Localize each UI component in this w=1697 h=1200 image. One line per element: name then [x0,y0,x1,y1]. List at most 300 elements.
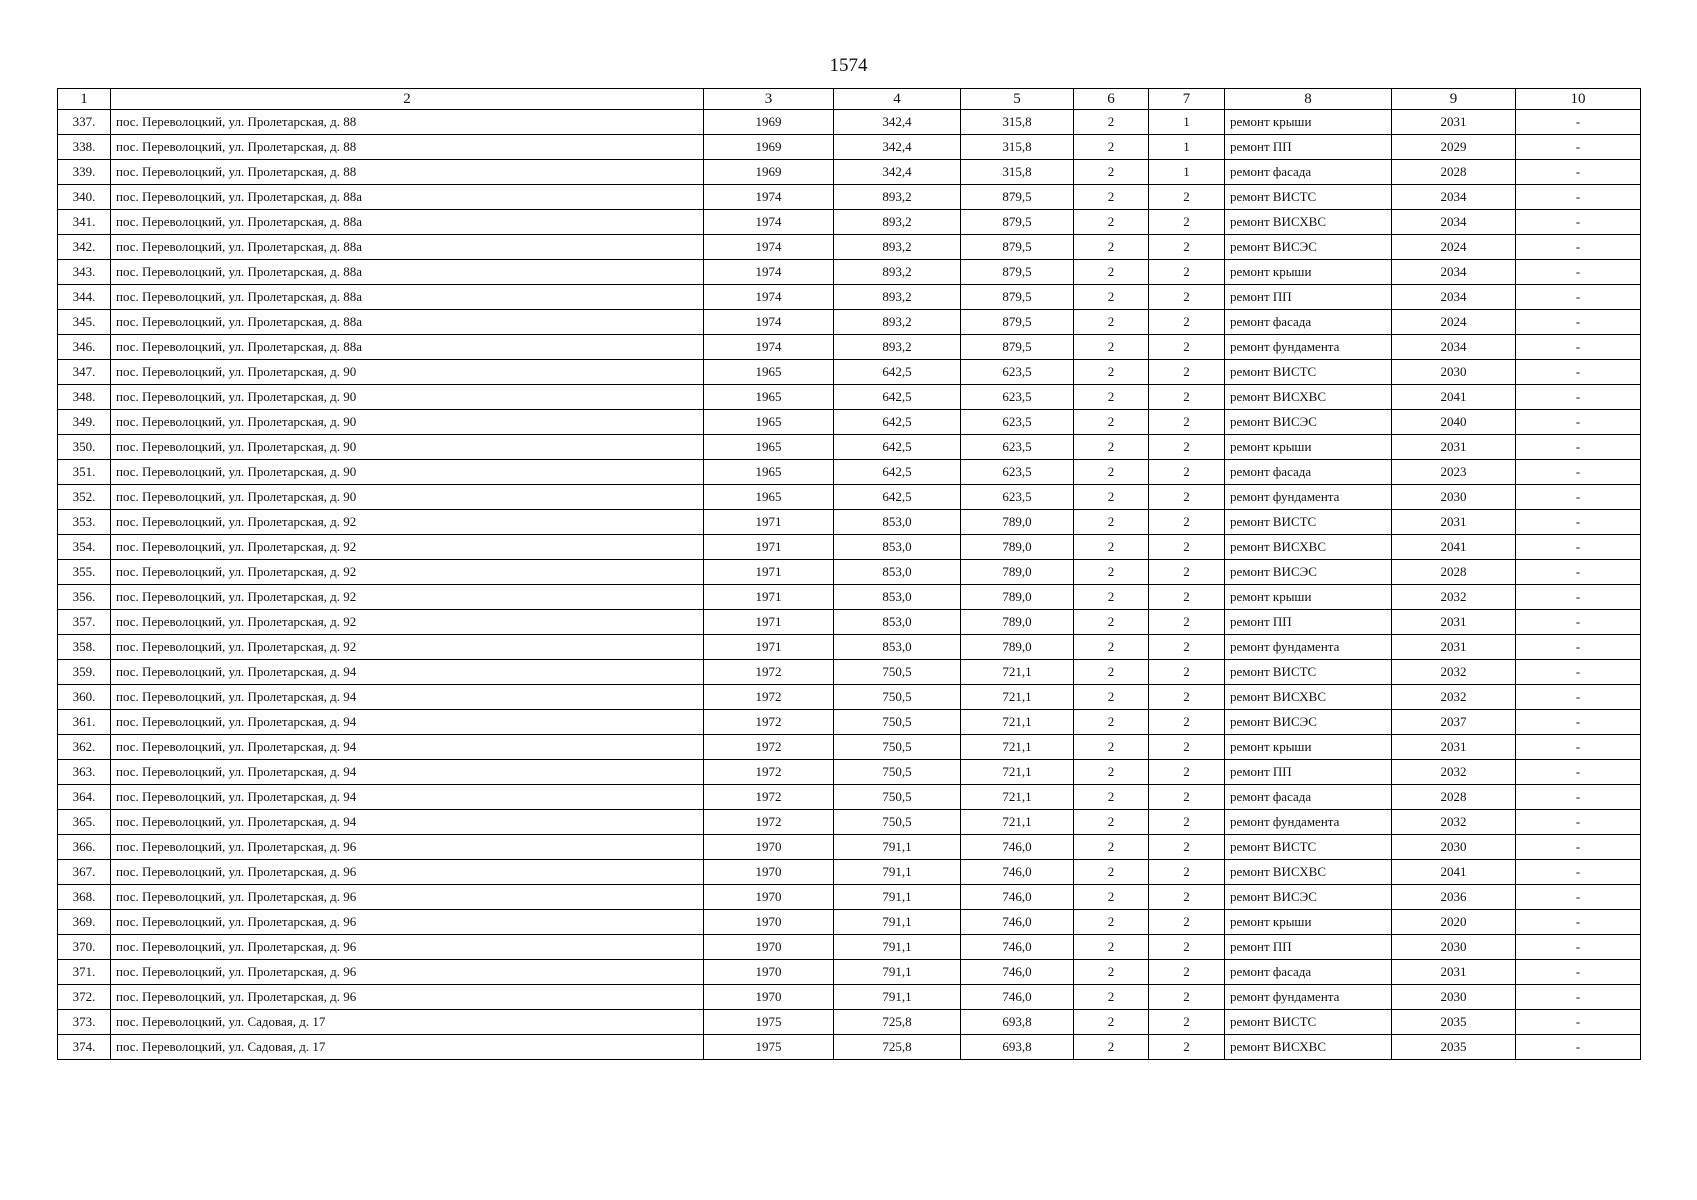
build-year-cell: 1972 [704,785,834,810]
table-row [58,960,1641,985]
work-type-cell: ремонт крыши [1225,735,1392,760]
note-cell: - [1516,535,1641,560]
planned-year-cell: 2032 [1392,810,1516,835]
planned-year-cell: 2030 [1392,485,1516,510]
table-row [58,410,1641,435]
table-row [58,1035,1641,1060]
note-cell: - [1516,260,1641,285]
row-number-cell: 344. [58,285,111,310]
planned-year-cell: 2024 [1392,235,1516,260]
planned-year-cell: 2028 [1392,785,1516,810]
address-cell: пос. Переволоцкий, ул. Пролетарская, д. 92 [111,535,704,560]
build-year-cell: 1965 [704,410,834,435]
entrances-cell: 2 [1149,235,1225,260]
entrances-cell: 2 [1149,860,1225,885]
row-number-cell: 348. [58,385,111,410]
floors-cell: 2 [1074,810,1149,835]
note-cell: - [1516,710,1641,735]
total-area-cell: 791,1 [834,935,961,960]
row-number-cell: 367. [58,860,111,885]
address-cell: пос. Переволоцкий, ул. Пролетарская, д. 90 [111,360,704,385]
row-number-cell: 356. [58,585,111,610]
build-year-cell: 1971 [704,585,834,610]
note-cell: - [1516,835,1641,860]
table-row [58,760,1641,785]
address-cell: пос. Переволоцкий, ул. Пролетарская, д. 88а [111,335,704,360]
planned-year-cell: 2030 [1392,935,1516,960]
build-year-cell: 1975 [704,1035,834,1060]
address-cell: пос. Переволоцкий, ул. Пролетарская, д. 96 [111,985,704,1010]
entrances-cell: 2 [1149,635,1225,660]
work-type-cell: ремонт фасада [1225,785,1392,810]
planned-year-cell: 2031 [1392,635,1516,660]
living-area-cell: 693,8 [961,1010,1074,1035]
floors-cell: 2 [1074,110,1149,135]
table-row [58,685,1641,710]
address-cell: пос. Переволоцкий, ул. Пролетарская, д. 90 [111,460,704,485]
work-type-cell: ремонт ВИСЭС [1225,885,1392,910]
living-area-cell: 623,5 [961,410,1074,435]
row-number-cell: 338. [58,135,111,160]
row-number-cell: 343. [58,260,111,285]
living-area-cell: 623,5 [961,385,1074,410]
address-cell: пос. Переволоцкий, ул. Пролетарская, д. 94 [111,710,704,735]
living-area-cell: 746,0 [961,960,1074,985]
work-type-cell: ремонт ВИСХВС [1225,685,1392,710]
address-cell: пос. Переволоцкий, ул. Пролетарская, д. 96 [111,960,704,985]
planned-year-cell: 2040 [1392,410,1516,435]
total-area-cell: 853,0 [834,635,961,660]
address-cell: пос. Переволоцкий, ул. Пролетарская, д. 92 [111,560,704,585]
total-area-cell: 853,0 [834,585,961,610]
floors-cell: 2 [1074,260,1149,285]
work-type-cell: ремонт фундамента [1225,635,1392,660]
floors-cell: 2 [1074,1010,1149,1035]
work-type-cell: ремонт ВИСЭС [1225,560,1392,585]
entrances-cell: 2 [1149,210,1225,235]
column-header: 1 [58,89,111,110]
floors-cell: 2 [1074,610,1149,635]
living-area-cell: 721,1 [961,785,1074,810]
entrances-cell: 2 [1149,485,1225,510]
total-area-cell: 853,0 [834,610,961,635]
work-type-cell: ремонт ВИСТС [1225,660,1392,685]
entrances-cell: 2 [1149,660,1225,685]
entrances-cell: 2 [1149,785,1225,810]
work-type-cell: ремонт ВИСЭС [1225,235,1392,260]
living-area-cell: 746,0 [961,835,1074,860]
floors-cell: 2 [1074,385,1149,410]
work-type-cell: ремонт фасада [1225,160,1392,185]
address-cell: пос. Переволоцкий, ул. Пролетарская, д. 96 [111,910,704,935]
row-number-cell: 354. [58,535,111,560]
work-type-cell: ремонт ВИСХВС [1225,860,1392,885]
build-year-cell: 1970 [704,860,834,885]
floors-cell: 2 [1074,835,1149,860]
row-number-cell: 368. [58,885,111,910]
floors-cell: 2 [1074,185,1149,210]
floors-cell: 2 [1074,785,1149,810]
note-cell: - [1516,310,1641,335]
total-area-cell: 750,5 [834,660,961,685]
planned-year-cell: 2034 [1392,285,1516,310]
work-type-cell: ремонт ВИСЭС [1225,410,1392,435]
column-header: 10 [1516,89,1641,110]
row-number-cell: 342. [58,235,111,260]
note-cell: - [1516,560,1641,585]
total-area-cell: 853,0 [834,535,961,560]
address-cell: пос. Переволоцкий, ул. Пролетарская, д. 88а [111,210,704,235]
total-area-cell: 642,5 [834,435,961,460]
column-header: 8 [1225,89,1392,110]
table-row [58,310,1641,335]
floors-cell: 2 [1074,735,1149,760]
entrances-cell: 2 [1149,985,1225,1010]
address-cell: пос. Переволоцкий, ул. Пролетарская, д. 88а [111,285,704,310]
note-cell: - [1516,685,1641,710]
address-cell: пос. Переволоцкий, ул. Пролетарская, д. 88а [111,310,704,335]
address-cell: пос. Переволоцкий, ул. Пролетарская, д. 88а [111,235,704,260]
total-area-cell: 791,1 [834,860,961,885]
total-area-cell: 893,2 [834,185,961,210]
note-cell: - [1516,985,1641,1010]
work-type-cell: ремонт ПП [1225,935,1392,960]
row-number-cell: 352. [58,485,111,510]
floors-cell: 2 [1074,710,1149,735]
address-cell: пос. Переволоцкий, ул. Пролетарская, д. 88 [111,160,704,185]
planned-year-cell: 2032 [1392,760,1516,785]
address-cell: пос. Переволоцкий, ул. Пролетарская, д. 96 [111,935,704,960]
note-cell: - [1516,160,1641,185]
floors-cell: 2 [1074,1035,1149,1060]
total-area-cell: 750,5 [834,685,961,710]
living-area-cell: 879,5 [961,185,1074,210]
entrances-cell: 2 [1149,310,1225,335]
entrances-cell: 2 [1149,360,1225,385]
row-number-cell: 339. [58,160,111,185]
note-cell: - [1516,760,1641,785]
planned-year-cell: 2028 [1392,560,1516,585]
living-area-cell: 746,0 [961,985,1074,1010]
row-number-cell: 369. [58,910,111,935]
table-row [58,385,1641,410]
table-body [58,110,1641,1060]
note-cell: - [1516,785,1641,810]
note-cell: - [1516,585,1641,610]
column-header: 2 [111,89,704,110]
note-cell: - [1516,210,1641,235]
floors-cell: 2 [1074,910,1149,935]
total-area-cell: 893,2 [834,285,961,310]
build-year-cell: 1971 [704,610,834,635]
note-cell: - [1516,910,1641,935]
row-number-cell: 350. [58,435,111,460]
note-cell: - [1516,460,1641,485]
address-cell: пос. Переволоцкий, ул. Пролетарская, д. 88а [111,185,704,210]
total-area-cell: 642,5 [834,485,961,510]
work-type-cell: ремонт ВИСТС [1225,185,1392,210]
living-area-cell: 789,0 [961,585,1074,610]
row-number-cell: 349. [58,410,111,435]
address-cell: пос. Переволоцкий, ул. Пролетарская, д. 96 [111,860,704,885]
table-row [58,510,1641,535]
living-area-cell: 879,5 [961,260,1074,285]
total-area-cell: 725,8 [834,1010,961,1035]
planned-year-cell: 2041 [1392,385,1516,410]
entrances-cell: 2 [1149,535,1225,560]
row-number-cell: 370. [58,935,111,960]
planned-year-cell: 2036 [1392,885,1516,910]
planned-year-cell: 2030 [1392,835,1516,860]
table-row [58,935,1641,960]
total-area-cell: 791,1 [834,910,961,935]
note-cell: - [1516,935,1641,960]
total-area-cell: 853,0 [834,510,961,535]
planned-year-cell: 2029 [1392,135,1516,160]
build-year-cell: 1965 [704,435,834,460]
entrances-cell: 2 [1149,810,1225,835]
living-area-cell: 879,5 [961,285,1074,310]
table-row [58,185,1641,210]
address-cell: пос. Переволоцкий, ул. Пролетарская, д. 94 [111,660,704,685]
note-cell: - [1516,185,1641,210]
address-cell: пос. Переволоцкий, ул. Пролетарская, д. 92 [111,610,704,635]
planned-year-cell: 2028 [1392,160,1516,185]
work-type-cell: ремонт крыши [1225,910,1392,935]
address-cell: пос. Переволоцкий, ул. Пролетарская, д. 94 [111,785,704,810]
table-row [58,135,1641,160]
build-year-cell: 1970 [704,935,834,960]
build-year-cell: 1974 [704,185,834,210]
planned-year-cell: 2031 [1392,510,1516,535]
entrances-cell: 2 [1149,685,1225,710]
note-cell: - [1516,635,1641,660]
build-year-cell: 1965 [704,360,834,385]
work-type-cell: ремонт ПП [1225,285,1392,310]
entrances-cell: 2 [1149,835,1225,860]
entrances-cell: 2 [1149,285,1225,310]
row-number-cell: 351. [58,460,111,485]
work-type-cell: ремонт фундамента [1225,810,1392,835]
work-type-cell: ремонт ВИСХВС [1225,1035,1392,1060]
build-year-cell: 1969 [704,160,834,185]
entrances-cell: 2 [1149,560,1225,585]
work-type-cell: ремонт фасада [1225,960,1392,985]
living-area-cell: 721,1 [961,735,1074,760]
total-area-cell: 893,2 [834,260,961,285]
planned-year-cell: 2030 [1392,985,1516,1010]
floors-cell: 2 [1074,560,1149,585]
planned-year-cell: 2035 [1392,1035,1516,1060]
address-cell: пос. Переволоцкий, ул. Пролетарская, д. 94 [111,735,704,760]
planned-year-cell: 2031 [1392,110,1516,135]
row-number-cell: 359. [58,660,111,685]
note-cell: - [1516,385,1641,410]
build-year-cell: 1970 [704,885,834,910]
build-year-cell: 1970 [704,835,834,860]
living-area-cell: 746,0 [961,885,1074,910]
row-number-cell: 374. [58,1035,111,1060]
total-area-cell: 750,5 [834,710,961,735]
column-header: 6 [1074,89,1149,110]
floors-cell: 2 [1074,760,1149,785]
total-area-cell: 893,2 [834,235,961,260]
build-year-cell: 1971 [704,560,834,585]
address-cell: пос. Переволоцкий, ул. Пролетарская, д. 88а [111,260,704,285]
living-area-cell: 879,5 [961,310,1074,335]
table-row [58,910,1641,935]
build-year-cell: 1970 [704,985,834,1010]
living-area-cell: 623,5 [961,360,1074,385]
table-row [58,560,1641,585]
living-area-cell: 746,0 [961,935,1074,960]
floors-cell: 2 [1074,435,1149,460]
address-cell: пос. Переволоцкий, ул. Пролетарская, д. 88 [111,110,704,135]
entrances-cell: 2 [1149,885,1225,910]
total-area-cell: 750,5 [834,810,961,835]
note-cell: - [1516,610,1641,635]
row-number-cell: 358. [58,635,111,660]
planned-year-cell: 2035 [1392,1010,1516,1035]
work-type-cell: ремонт фундамента [1225,985,1392,1010]
living-area-cell: 789,0 [961,560,1074,585]
work-type-cell: ремонт ВИСТС [1225,510,1392,535]
entrances-cell: 1 [1149,160,1225,185]
work-type-cell: ремонт ВИСТС [1225,835,1392,860]
table-row [58,235,1641,260]
entrances-cell: 2 [1149,335,1225,360]
column-header: 7 [1149,89,1225,110]
note-cell: - [1516,435,1641,460]
address-cell: пос. Переволоцкий, ул. Пролетарская, д. 92 [111,510,704,535]
planned-year-cell: 2024 [1392,310,1516,335]
living-area-cell: 315,8 [961,110,1074,135]
entrances-cell: 1 [1149,135,1225,160]
floors-cell: 2 [1074,635,1149,660]
address-cell: пос. Переволоцкий, ул. Пролетарская, д. 90 [111,435,704,460]
table-row [58,660,1641,685]
note-cell: - [1516,860,1641,885]
build-year-cell: 1974 [704,310,834,335]
entrances-cell: 2 [1149,1035,1225,1060]
entrances-cell: 2 [1149,260,1225,285]
build-year-cell: 1971 [704,635,834,660]
address-cell: пос. Переволоцкий, ул. Пролетарская, д. 92 [111,635,704,660]
living-area-cell: 721,1 [961,685,1074,710]
living-area-cell: 721,1 [961,810,1074,835]
build-year-cell: 1971 [704,510,834,535]
row-number-cell: 337. [58,110,111,135]
total-area-cell: 791,1 [834,835,961,860]
note-cell: - [1516,135,1641,160]
note-cell: - [1516,660,1641,685]
total-area-cell: 750,5 [834,735,961,760]
row-number-cell: 355. [58,560,111,585]
table-row [58,435,1641,460]
total-area-cell: 853,0 [834,560,961,585]
work-type-cell: ремонт крыши [1225,435,1392,460]
total-area-cell: 642,5 [834,410,961,435]
planned-year-cell: 2020 [1392,910,1516,935]
row-number-cell: 345. [58,310,111,335]
table-row [58,260,1641,285]
planned-year-cell: 2031 [1392,435,1516,460]
total-area-cell: 893,2 [834,210,961,235]
build-year-cell: 1971 [704,535,834,560]
living-area-cell: 879,5 [961,210,1074,235]
floors-cell: 2 [1074,585,1149,610]
build-year-cell: 1970 [704,960,834,985]
living-area-cell: 623,5 [961,435,1074,460]
entrances-cell: 2 [1149,710,1225,735]
address-cell: пос. Переволоцкий, ул. Пролетарская, д. 88 [111,135,704,160]
build-year-cell: 1974 [704,260,834,285]
living-area-cell: 315,8 [961,160,1074,185]
entrances-cell: 2 [1149,910,1225,935]
note-cell: - [1516,485,1641,510]
floors-cell: 2 [1074,885,1149,910]
total-area-cell: 725,8 [834,1035,961,1060]
work-type-cell: ремонт крыши [1225,585,1392,610]
work-type-cell: ремонт фасада [1225,460,1392,485]
floors-cell: 2 [1074,335,1149,360]
build-year-cell: 1974 [704,210,834,235]
table-row [58,610,1641,635]
build-year-cell: 1972 [704,660,834,685]
total-area-cell: 750,5 [834,785,961,810]
note-cell: - [1516,510,1641,535]
address-cell: пос. Переволоцкий, ул. Пролетарская, д. 94 [111,810,704,835]
table-row [58,460,1641,485]
row-number-cell: 362. [58,735,111,760]
note-cell: - [1516,285,1641,310]
planned-year-cell: 2034 [1392,260,1516,285]
planned-year-cell: 2041 [1392,535,1516,560]
build-year-cell: 1974 [704,335,834,360]
row-number-cell: 346. [58,335,111,360]
total-area-cell: 893,2 [834,310,961,335]
living-area-cell: 789,0 [961,635,1074,660]
work-type-cell: ремонт ВИСХВС [1225,385,1392,410]
build-year-cell: 1974 [704,235,834,260]
table-row [58,735,1641,760]
living-area-cell: 721,1 [961,760,1074,785]
total-area-cell: 791,1 [834,985,961,1010]
total-area-cell: 342,4 [834,110,961,135]
build-year-cell: 1970 [704,910,834,935]
floors-cell: 2 [1074,860,1149,885]
table-row [58,1010,1641,1035]
row-number-cell: 353. [58,510,111,535]
table-row [58,585,1641,610]
note-cell: - [1516,885,1641,910]
work-type-cell: ремонт ВИСТС [1225,1010,1392,1035]
living-area-cell: 693,8 [961,1035,1074,1060]
row-number-cell: 365. [58,810,111,835]
note-cell: - [1516,960,1641,985]
page-number: 1574 [829,55,868,76]
living-area-cell: 721,1 [961,660,1074,685]
entrances-cell: 2 [1149,735,1225,760]
row-number-cell: 363. [58,760,111,785]
note-cell: - [1516,235,1641,260]
living-area-cell: 721,1 [961,710,1074,735]
floors-cell: 2 [1074,960,1149,985]
floors-cell: 2 [1074,160,1149,185]
entrances-cell: 1 [1149,110,1225,135]
table-row [58,160,1641,185]
table-row [58,835,1641,860]
